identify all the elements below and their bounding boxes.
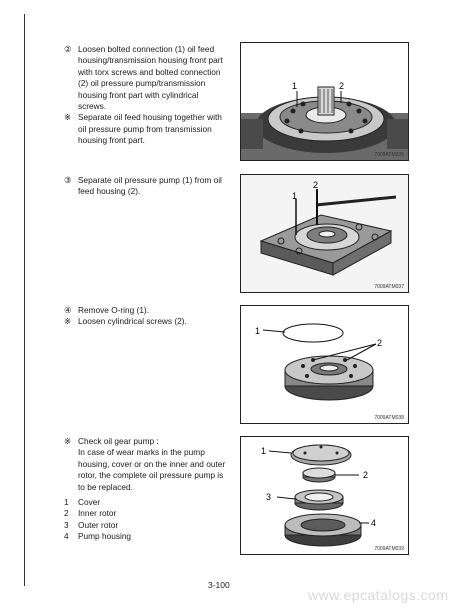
figure-1-drawing	[241, 43, 408, 160]
legend-item: 1 Cover	[64, 497, 101, 508]
callout-3: 3	[266, 492, 272, 502]
figure-caption: 7009ATM035	[374, 152, 404, 158]
note-mark: ※	[64, 316, 71, 327]
figure-3	[240, 305, 409, 424]
check-title: Check oil gear pump :	[78, 436, 159, 446]
step-number: ④	[64, 305, 72, 315]
callout-1: 1	[261, 446, 267, 456]
figure-caption: 7009ATM038	[374, 415, 404, 421]
page-left-border	[24, 14, 25, 586]
note-line: Separate oil feed housing together with	[78, 112, 222, 123]
step-3-text	[64, 175, 226, 198]
page-number: 3-100	[208, 580, 230, 590]
callout-2: 2	[339, 81, 345, 91]
figure-3-drawing	[241, 306, 408, 423]
step-line: Loosen bolted connection (1) oil feed	[78, 44, 215, 54]
callout-1: 1	[292, 191, 298, 201]
note-mark: ※	[64, 112, 71, 123]
figure-2-drawing	[241, 175, 408, 292]
callout-2: 2	[363, 470, 369, 480]
figure-caption: 7009ATM037	[374, 284, 404, 290]
step-line: In case of wear marks in the pump	[78, 447, 205, 458]
figure-1	[240, 42, 409, 161]
step-line: housing, cover or on the inner and outer	[78, 458, 226, 469]
step-line: (2) oil pressure pump/transmission	[78, 78, 206, 89]
step-line: Separate oil pressure pump (1) from oil	[78, 175, 222, 185]
parts-legend	[64, 497, 226, 543]
callout-2: 2	[377, 338, 383, 348]
figure-4	[240, 436, 409, 555]
note-mark: ※	[64, 436, 71, 446]
callout-1: 1	[255, 326, 261, 336]
note-line: housing front part.	[78, 135, 145, 146]
callout-4: 4	[371, 518, 377, 528]
step-number: ③	[64, 175, 72, 185]
step-line: to be replaced.	[78, 481, 133, 492]
step-line: housing front part with cylindrical screws.	[78, 89, 199, 112]
note-line: oil pressure pump from transmission	[78, 123, 212, 134]
figure-2	[240, 174, 409, 293]
step-4-text	[64, 305, 226, 328]
legend-item: 2 Inner rotor	[64, 508, 117, 519]
legend-item: 4 Pump housing	[64, 531, 132, 542]
step-line: Remove O-ring (1).	[78, 305, 150, 315]
step-line: rotor, the complete oil pressure pump is	[78, 470, 224, 481]
watermark: www.epcatalogs.com	[308, 587, 449, 603]
step-number: ②	[64, 44, 72, 54]
figure-caption: 7009ATM039	[374, 546, 404, 552]
step-line: housing/transmission housing front part	[78, 55, 223, 66]
step-2-text	[64, 44, 226, 147]
step-line: with torx screws and bolted connection	[78, 66, 221, 77]
note-line: Loosen cylindrical screws (2).	[78, 316, 187, 327]
step-5-text	[64, 436, 226, 543]
figure-4-drawing	[241, 437, 408, 554]
legend-item: 3 Outer rotor	[64, 519, 119, 530]
step-line: feed housing (2).	[78, 186, 141, 197]
callout-2: 2	[313, 180, 319, 190]
callout-1: 1	[292, 81, 298, 91]
